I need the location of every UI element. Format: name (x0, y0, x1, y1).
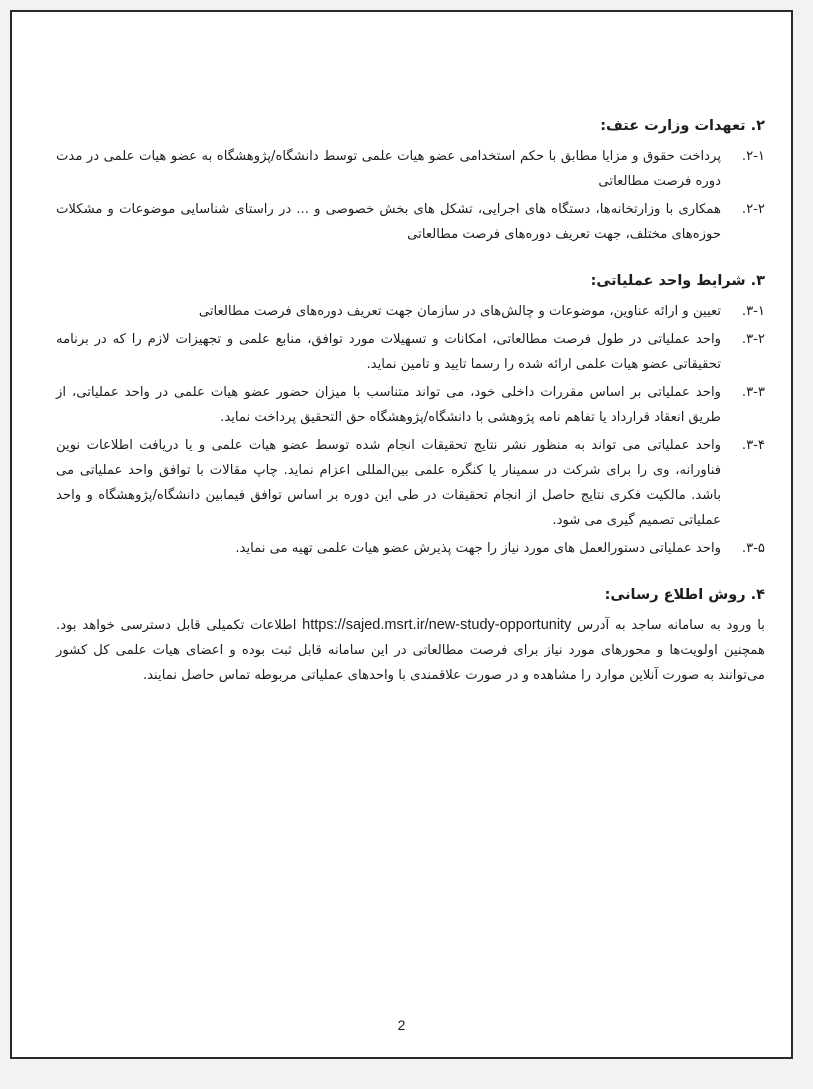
item-text: واحد عملیاتی در طول فرصت مطالعاتی، امکانات و تسهیلات مورد توافق، منابع علمی و تجهیزات لازم را که در برنامه تحقیقاتی عضو هیات علمی ارائه شده را رسما تایید و تامین نماید. (56, 332, 721, 372)
item-text: واحد عملیاتی بر اساس مقررات داخلی خود، می تواند متناسب با میزان حضور عضو هیات علمی در واحد عملیاتی، از طریق انعقاد قرارداد یا تفاهم نامه پژوهشی با دانشگاه/پژوهشگاه حق التحقیق پرداخت نماید. (56, 385, 721, 425)
list-item (56, 380, 765, 430)
item-text: واحد عملیاتی دستورالعمل های مورد نیاز را جهت پذیرش عضو هیات علمی تهیه می نماید. (235, 541, 721, 556)
page-number: 2 (397, 1017, 406, 1033)
item-text: همکاری با وزارتخانه‌ها، دستگاه های اجرایی، تشکل های بخش خصوصی و ... در راستای شناسایی موضوعات و مشکلات حوزه‌های مختلف، جهت تعریف دوره‌های فرصت مطالعاتی (56, 202, 721, 242)
item-number: ۳-۴. (741, 438, 765, 453)
list-item (56, 327, 765, 377)
list-item (56, 299, 765, 324)
section-operational-unit-conditions (56, 269, 765, 561)
item-number: ۲-۲. (741, 202, 765, 217)
paragraph-text-end: اطلاعات تکمیلی قابل دسترسی خواهد بود. همچنین اولویت‌ها و محورهای مورد نیاز برای فرصت مطالعاتی در این سامانه قابل ثبت بوده و اعضای هیات علمی کل کشور می‌توانند به صورت آنلاین موارد را مشاهده و در صورت علاقمندی با واحدهای عملیاتی مربوطه تماس حاصل نمایند. (56, 618, 765, 683)
list-item (56, 144, 765, 194)
document-body (56, 114, 765, 710)
item-text: تعیین و ارائه عناوین، موضوعات و چالش‌های در سازمان جهت تعریف دوره‌های فرصت مطالعاتی (198, 304, 721, 319)
sajed-url-link[interactable]: https://sajed.msrt.ir/new-study-opportunity (302, 617, 572, 633)
paragraph-text-start: با ورود به سامانه ساجد به آدرس (577, 618, 765, 633)
item-text: پرداخت حقوق و مزایا مطابق با حکم استخدامی عضو هیات علمی توسط دانشگاه/پژوهشگاه به عضو هیات علمی در مدت دوره فرصت مطالعاتی (56, 149, 721, 189)
section-information-method (56, 583, 765, 688)
item-number: ۲-۱. (741, 149, 765, 164)
item-number: ۳-۱. (741, 304, 765, 319)
information-paragraph (56, 613, 765, 688)
item-number: ۳-۵. (741, 541, 765, 556)
section-title: ۳. شرایط واحد عملیاتی: (590, 273, 765, 289)
section-title: ۲. تعهدات وزارت عتف: (600, 118, 765, 134)
list-item (56, 536, 765, 561)
item-text: واحد عملیاتی می تواند به منظور نشر نتایج تحقیقات انجام شده توسط عضو هیات علمی و یا دریافت اطلاعات نوین فناورانه، وی را برای شرکت در سمینار یا کنگره علمی بین‌المللی اعزام نماید. چاپ مقالات با توافق واحد عملیاتی می باشد. مالکیت فکری نتایج حاصل از انجام تحقیقات در طی این دوره بر اساس توافق فیمابین دانشگاه/پژوهشگاه و واحد عملیاتی تصمیم گیری می شود. (56, 438, 721, 528)
document-page (10, 10, 793, 1059)
item-number: ۳-۳. (741, 385, 765, 400)
section-title: ۴. روش اطلاع رسانی: (604, 587, 765, 603)
list-item (56, 433, 765, 533)
item-number: ۳-۲. (741, 332, 765, 347)
section-ministry-obligations (56, 114, 765, 247)
list-item (56, 197, 765, 247)
